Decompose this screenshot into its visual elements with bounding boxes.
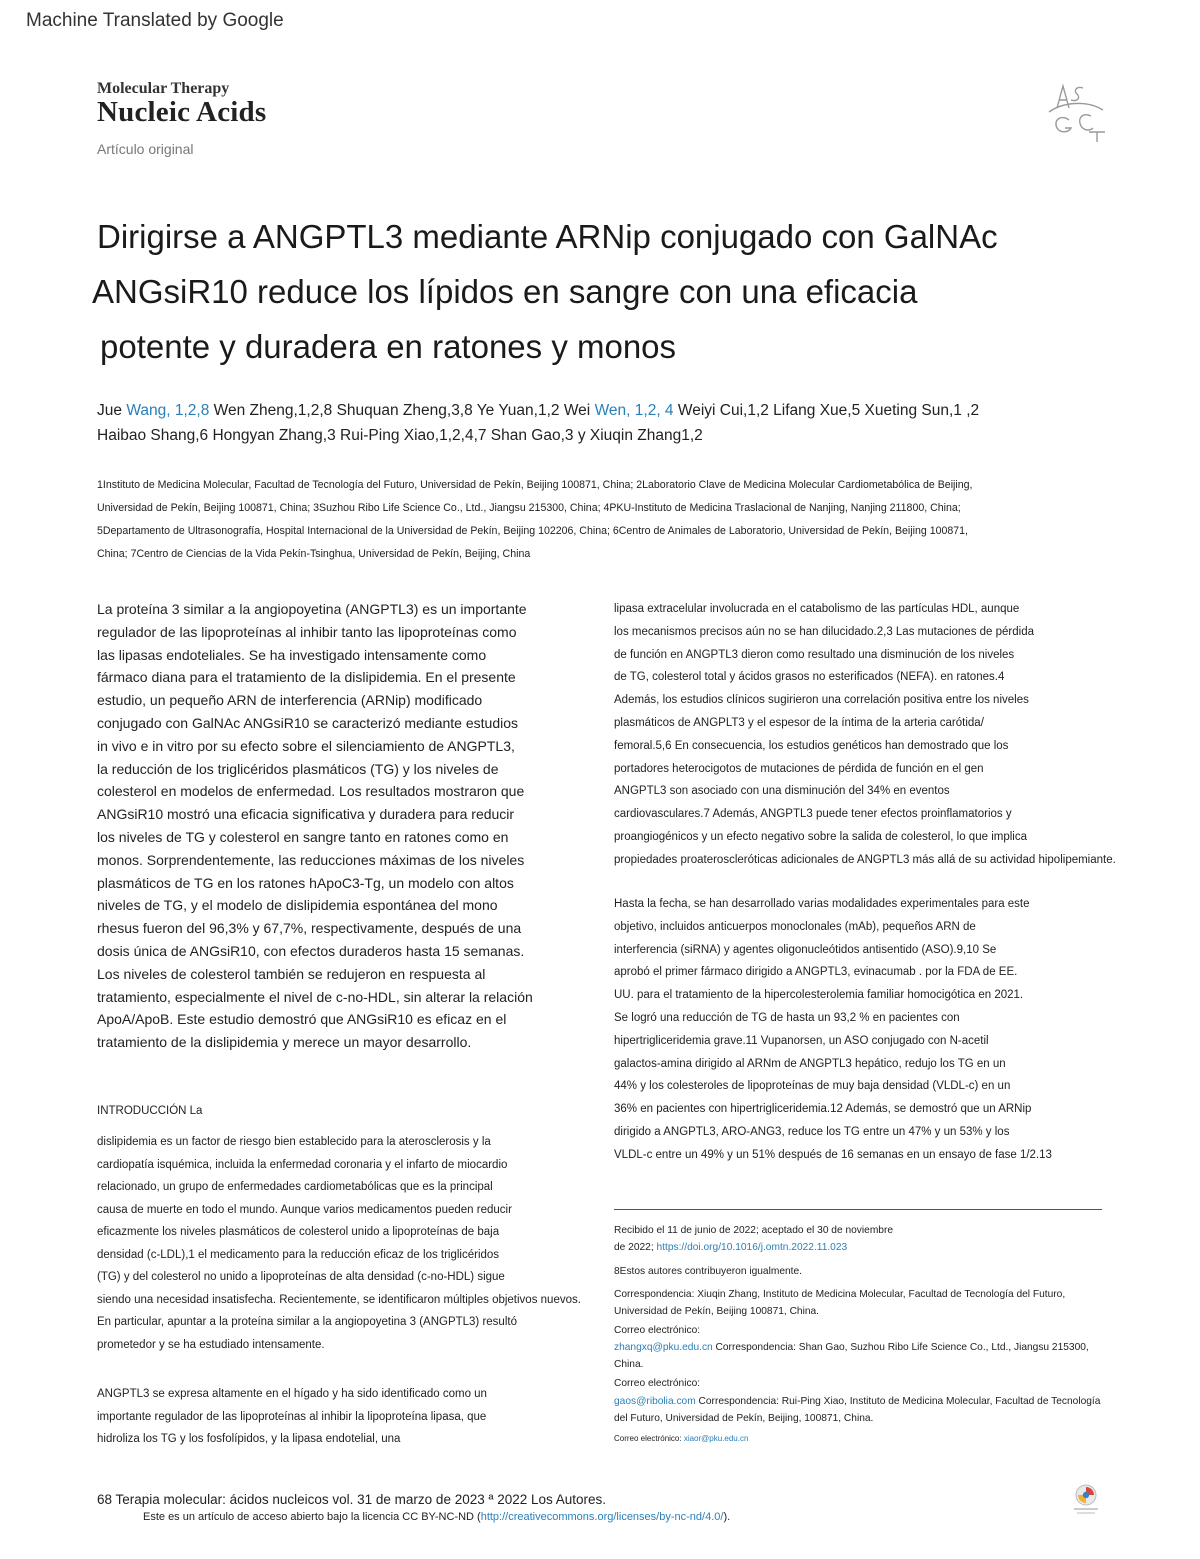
affiliation-line: 1Instituto de Medicina Molecular, Facultad de Tecnología del Futuro, Universidad de Pekín, Beijing 100871, China; 2Laboratorio Clave de Medicina Molecular Cardiometabólica de Beijing, bbox=[97, 479, 973, 491]
license-suffix: ). bbox=[723, 1511, 731, 1523]
correspondence-1: Correspondencia: Xiuqin Zhang, Instituto de Medicina Molecular, Facultad de Tecnología del Futuro, Universidad de Pekín, Beijing 100871, China. bbox=[614, 1289, 1066, 1317]
text-line: prometedor y se ha estudiado intensamente. bbox=[97, 1338, 325, 1351]
abstract-line: tratamiento, especialmente el nivel de c-no-HDL, sin alterar la relación bbox=[97, 988, 533, 1005]
author-text: Jue bbox=[97, 402, 127, 419]
author-link[interactable]: Wen, 1,2, 4 bbox=[594, 402, 674, 419]
text-line: causa de muerte en todo el mundo. Aunque varios medicamentos pueden reducir bbox=[97, 1203, 512, 1216]
correspondence-3 bbox=[614, 1393, 1104, 1427]
text-line: femoral.5,6 En consecuencia, los estudios genéticos han demostrado que los bbox=[614, 739, 1009, 752]
journal-name-sub: Molecular Therapy bbox=[97, 80, 230, 97]
abstract-line: rhesus fueron del 96,3% y 67,7%, respectivamente, después de una bbox=[97, 920, 522, 937]
received-prefix: de 2022; bbox=[614, 1242, 654, 1253]
abstract-line: ANGsiR10 mostró una eficacia significativa y duradera para reducir bbox=[97, 806, 515, 823]
right-column-paragraph-1 bbox=[614, 598, 1194, 872]
received-line-2 bbox=[614, 1239, 1104, 1256]
text-line: interferencia (siRNA) y agentes oligonucleótidos antisentido (ASO).9,10 Se bbox=[614, 943, 997, 956]
text-line: 44% y los colesteroles de lipoproteínas de muy baja densidad (VLDL-c) en un bbox=[614, 1080, 1011, 1093]
introduction-paragraph-1 bbox=[97, 1131, 607, 1356]
introduction-paragraph-2 bbox=[97, 1383, 567, 1451]
abstract-line: dosis única de ANGsiR10, con efectos duraderos hasta 15 semanas. bbox=[97, 942, 525, 959]
text-line: ANGPTL3 se expresa altamente en el hígado y ha sido identificado como un bbox=[97, 1388, 487, 1400]
abstract-line: ApoA/ApoB. Este estudio demostró que ANGsiR10 es eficaz en el bbox=[97, 1011, 507, 1028]
introduction-heading: INTRODUCCIÓN La bbox=[97, 1105, 203, 1117]
machine-translation-banner: Machine Translated by Google bbox=[26, 10, 284, 31]
text-line: siendo una necesidad insatisfecha. Recientemente, se identificaron múltiples objetivos nuevos. bbox=[97, 1293, 581, 1306]
text-line: hidroliza los TG y los fosfolípidos, y la lipasa endotelial, una bbox=[97, 1433, 401, 1445]
text-line: propiedades proateroscleróticas adicionales de ANGPTL3 más allá de su actividad hipolipemiante. bbox=[614, 853, 1116, 866]
text-line: (TG) y del colesterol no unido a lipoproteínas de alta densidad (c-no-HDL) sigue bbox=[97, 1271, 505, 1283]
footnote-divider bbox=[614, 1209, 1102, 1210]
email-label-1: Correo electrónico: bbox=[614, 1325, 701, 1336]
text-line: los mecanismos precisos aún no se han dilucidado.2,3 Las mutaciones de pérdida bbox=[614, 625, 1035, 638]
abstract-line: La proteína 3 similar a la angiopoyetina (ANGPTL3) es un importante bbox=[97, 601, 527, 617]
affiliation-line: Universidad de Pekín, Beijing 100871, China; 3Suzhou Ribo Life Science Co., Ltd., Jiangsu 215300, China; 4PKU-Instituto de Medicina Traslacional de Nanjing, Nanjing 211800, China; bbox=[97, 502, 961, 514]
email-link-2[interactable]: gaos@ribolia.com bbox=[614, 1396, 696, 1407]
abstract-line: colesterol en modelos de enfermedad. Los resultados mostraron que bbox=[97, 783, 525, 800]
received-dates bbox=[614, 1222, 1104, 1256]
article-title-line-1: Dirigirse a ANGPTL3 mediante ARNip conjugado con GalNAc bbox=[97, 218, 998, 255]
correspondence-2-text: Correspondencia: Shan Gao, Suzhou Ribo Life Science Co., Ltd., Jiangsu 215300, China. bbox=[614, 1342, 1089, 1370]
abstract-line: tratamiento de la dislipidemia y merece un mayor desarrollo. bbox=[97, 1034, 472, 1051]
text-line: objetivo, incluidos anticuerpos monoclonales (mAb), pequeños ARN de bbox=[614, 920, 976, 933]
author-line-2: Haibao Shang,6 Hongyan Zhang,3 Rui-Ping Xiao,1,2,4,7 Shan Gao,3 y Xiuqin Zhang1,2 bbox=[97, 427, 703, 444]
correspondence-3-text: Correspondencia: Rui-Ping Xiao, Instituto de Medicina Molecular, Facultad de Tecnología del Futuro, Universidad de Pekín, Beijing, 100871, China. bbox=[614, 1396, 1101, 1424]
received-line-1: Recibido el 11 de junio de 2022; aceptado el 30 de noviembre bbox=[614, 1225, 894, 1236]
text-line: portadores heterocigotos de mutaciones de pérdida de función en el gen bbox=[614, 762, 984, 775]
text-line: dirigido a ANGPTL3, ARO-ANG3, reduce los TG entre un 47% y un 53% y los bbox=[614, 1125, 1010, 1138]
email-label-3: Correo electrónico: bbox=[614, 1434, 682, 1443]
text-line: cardiovasculares.7 Además, ANGPTL3 puede tener efectos proinflamatorios y bbox=[614, 808, 1012, 821]
journal-name-main: Nucleic Acids bbox=[97, 96, 267, 128]
text-line: relacionado, un grupo de enfermedades cardiometabólicas que es la principal bbox=[97, 1181, 493, 1193]
abstract-line: las lipasas endoteliales. Se ha investigado intensamente como bbox=[97, 646, 487, 663]
abstract-line: estudio, un pequeño ARN de interferencia (ARNip) modificado bbox=[97, 692, 483, 709]
license-prefix: Este es un artículo de acceso abierto bajo la licencia CC BY-NC-ND ( bbox=[143, 1511, 481, 1523]
text-line: plasmáticos de ANGPLT3 y el espesor de la íntima de la arteria carótida/ bbox=[614, 716, 984, 729]
email-label-2: Correo electrónico: bbox=[614, 1378, 701, 1389]
text-line: aprobó el primer fármaco dirigido a ANGPTL3, evinacumab . por la FDA de EE. bbox=[614, 966, 1018, 979]
abstract-line: monos. Sorprendentemente, las reducciones máximas de los niveles bbox=[97, 851, 525, 868]
article-title-line-3: potente y duradera en ratones y monos bbox=[100, 328, 677, 365]
text-line: cardiopatía isquémica, incluida la enfermedad coronaria y el infarto de miocardio bbox=[97, 1158, 508, 1171]
crossmark-icon[interactable] bbox=[1070, 1482, 1102, 1516]
text-line: UU. para el tratamiento de la hipercolesterolemia familiar homocigótica en 2021. bbox=[614, 989, 1024, 1002]
email-link-1[interactable]: zhangxq@pku.edu.cn bbox=[614, 1342, 713, 1353]
abstract-line: Los niveles de colesterol también se redujeron en respuesta al bbox=[97, 965, 486, 982]
text-line: dislipidemia es un factor de riesgo bien establecido para la aterosclerosis y la bbox=[97, 1136, 491, 1148]
abstract-line: in vivo e in vitro por su efecto sobre el silenciamiento de ANGPTL3, bbox=[97, 737, 515, 754]
affiliation-line: China; 7Centro de Ciencias de la Vida Pekín-Tsinghua, Universidad de Pekín, Beijing, China bbox=[97, 548, 531, 560]
abstract-line: conjugado con GalNAc ANGsiR10 se caracterizó mediante estudios bbox=[97, 714, 518, 731]
author-list bbox=[97, 398, 1117, 448]
text-line: importante regulador de las lipoproteínas al inhibir la lipoproteína lipasa, que bbox=[97, 1410, 487, 1423]
email-link-3[interactable]: xiaor@pku.edu.cn bbox=[683, 1434, 749, 1443]
affiliations bbox=[97, 474, 1107, 566]
doi-link[interactable]: https://doi.org/10.1016/j.omtn.2022.11.023 bbox=[656, 1242, 848, 1253]
abstract-line: fármaco diana para el tratamiento de la dislipidemia. En el presente bbox=[97, 669, 516, 686]
text-line: densidad (c-LDL),1 el medicamento para la reducción eficaz de los triglicéridos bbox=[97, 1248, 500, 1261]
author-link[interactable]: Wang, 1,2,8 bbox=[126, 402, 210, 419]
article-type: Artículo original bbox=[97, 141, 194, 157]
affiliation-line: 5Departamento de Ultrasonografía, Hospital Internacional de la Universidad de Pekín, Beijing 102206, China; 6Centro de Animales de Laboratorio, Universidad de Pekín, Beijing 100871, bbox=[97, 525, 968, 537]
text-line: proangiogénicos y un efecto negativo sobre la salida de colesterol, lo que implica bbox=[614, 830, 1027, 843]
right-column-paragraph-2 bbox=[614, 893, 1194, 1167]
text-line: eficazmente los niveles plasmáticos de colesterol unido a lipoproteínas de baja bbox=[97, 1226, 500, 1238]
text-line: VLDL-c entre un 49% y un 51% después de 16 semanas en un ensayo de fase 1/2.13 bbox=[614, 1148, 1052, 1161]
license-footer bbox=[143, 1511, 730, 1523]
text-line: ANGPTL3 son asociado con una disminución del 34% en eventos bbox=[614, 785, 950, 798]
author-text: Wen Zheng,1,2,8 Shuquan Zheng,3,8 Ye Yuan,1,2 Wei bbox=[209, 402, 595, 419]
abstract-line: plasmáticos de TG en los ratones hApoC3-Tg, un modelo con altos bbox=[97, 874, 514, 891]
equal-contribution-note: 8Estos autores contribuyeron igualmente. bbox=[614, 1266, 803, 1277]
text-line: 36% en pacientes con hipertrigliceridemia.12 Además, se demostró que un ARNip bbox=[614, 1103, 1032, 1116]
text-line: hipertrigliceridemia grave.11 Vupanorsen, un ASO conjugado con N-acetil bbox=[614, 1034, 989, 1047]
author-text: Weiyi Cui,1,2 Lifang Xue,5 Xueting Sun,1 ,2 bbox=[673, 402, 980, 419]
abstract-line: la reducción de los triglicéridos plasmáticos (TG) y los niveles de bbox=[97, 760, 499, 777]
abstract-line: regulador de las lipoproteínas al inhibir tanto las lipoproteínas como bbox=[97, 623, 517, 640]
abstract-line: los niveles de TG y colesterol en sangre tanto en ratones como en bbox=[97, 828, 509, 845]
text-line: Además, los estudios clínicos sugirieron una correlación positiva entre los niveles bbox=[614, 694, 1029, 707]
text-line: Se logró una reducción de TG de hasta un 93,2 % en pacientes con bbox=[614, 1011, 960, 1024]
text-line: galactos-amina dirigido al ARNm de ANGPTL3 hepático, redujo los TG en un bbox=[614, 1057, 1006, 1070]
author-line-1 bbox=[97, 398, 1117, 423]
email-line-3 bbox=[614, 1430, 1104, 1447]
abstract-line: niveles de TG, y el modelo de dislipidemia espontánea del mono bbox=[97, 897, 498, 914]
license-link[interactable]: http://creativecommons.org/licenses/by-nc-nd/4.0/ bbox=[480, 1511, 724, 1523]
text-line: de función en ANGPTL3 dieron como resultado una disminución de los niveles bbox=[614, 648, 1015, 661]
journal-citation-footer: 68 Terapia molecular: ácidos nucleicos vol. 31 de marzo de 2023 ª 2022 Los Autores. bbox=[97, 1492, 607, 1507]
correspondence-2 bbox=[614, 1339, 1104, 1373]
text-line: lipasa extracelular involucrada en el catabolismo de las partículas HDL, aunque bbox=[614, 603, 1020, 615]
text-line: En particular, apuntar a la proteína similar a la angiopoyetina 3 (ANGPTL3) resultó bbox=[97, 1316, 517, 1328]
asgct-logo-icon bbox=[1043, 80, 1107, 142]
abstract bbox=[97, 598, 587, 1054]
abstract-body bbox=[97, 598, 587, 1054]
article-title-line-2: ANGsiR10 reduce los lípidos en sangre con una eficacia bbox=[92, 273, 918, 310]
text-line: Hasta la fecha, se han desarrollado varias modalidades experimentales para este bbox=[614, 898, 1030, 910]
text-line: de TG, colesterol total y ácidos grasos no esterificados (NEFA). en ratones.4 bbox=[614, 671, 1005, 684]
